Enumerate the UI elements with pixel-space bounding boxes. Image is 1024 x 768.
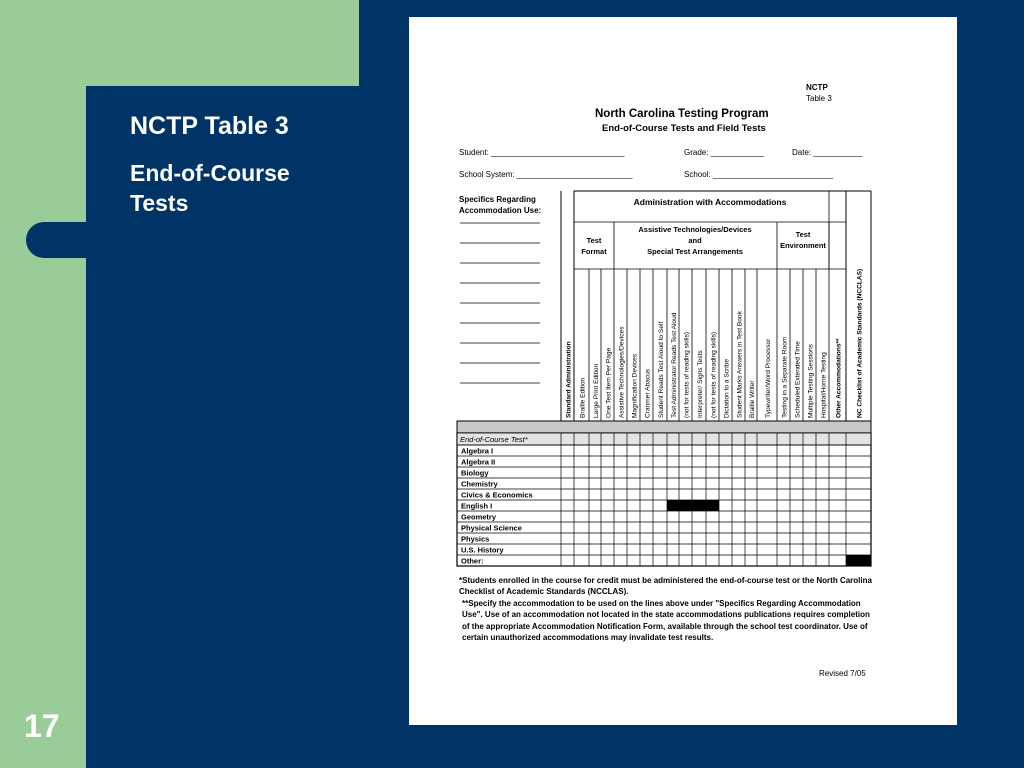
column-label: Dictation to a Scribe — [723, 358, 731, 418]
row-label: Geometry — [461, 512, 497, 522]
corner-curve — [86, 86, 126, 126]
row-label: U.S. History — [461, 545, 504, 555]
blocked-cell — [667, 500, 719, 511]
row-label: Physics — [461, 534, 490, 544]
row-label: Algebra I — [461, 446, 494, 456]
column-label: (not for tests of reading skills) — [683, 331, 691, 418]
slide-subtitle: End-of-Course Tests — [130, 160, 290, 216]
column-label: NC Checklist of Academic Standards (NCCLAS) — [856, 268, 864, 418]
blocked-cell — [846, 555, 871, 566]
assistive-header-2: and — [688, 236, 702, 245]
row-label: Algebra II — [461, 457, 496, 467]
row-label: English I — [461, 501, 493, 511]
revised-date: Revised 7/05 — [819, 669, 866, 678]
student-field: Student: ______________________________ — [459, 148, 625, 157]
assistive-header: Assistive Technologies/Devices — [638, 225, 752, 234]
form-subtitle: End-of-Course Tests and Field Tests — [602, 123, 766, 134]
column-label: One Test Item Per Page — [605, 347, 613, 418]
footnote-1: *Students enrolled in the course for credit must be administered the end-of-course test or the North Carolina Checklist of Academic Standards (NCCLAS). — [459, 576, 872, 597]
column-label: Large Print Edition — [593, 363, 600, 418]
test-format-header: Test — [586, 236, 602, 245]
specifics-label: Specifics Regarding — [459, 195, 536, 204]
admin-header-text: Administration with Accommodations — [633, 197, 787, 207]
column-label: Braille Writer — [749, 380, 756, 418]
assistive-header-3: Special Test Arrangements — [647, 247, 743, 256]
row-label: Chemistry — [461, 479, 498, 489]
specifics-label-2: Accommodation Use: — [459, 206, 542, 215]
row-label: Physical Science — [461, 523, 522, 533]
slide-title: NCTP Table 3 — [130, 112, 289, 140]
column-label: Hospital/Home Testing — [820, 352, 828, 418]
section-label: End-of-Course Test* — [460, 435, 528, 444]
column-label: Other Accommodations** — [835, 338, 843, 418]
column-label: Cranmer Abacus — [644, 368, 652, 418]
environment-header: Test — [795, 230, 811, 239]
column-label: Braille Edition — [579, 377, 587, 418]
date-field: Date: ___________ — [792, 148, 863, 157]
column-label: (not for tests of reading skills) — [710, 331, 718, 418]
row-label: Civics & Economics — [461, 490, 533, 500]
column-label: Test Administrator Reads Test Aloud — [671, 312, 678, 418]
column-label: Assistive Technologies/Devices — [618, 326, 626, 418]
column-label: Standard Administration — [565, 341, 573, 418]
grade-field: Grade: ____________ — [684, 148, 765, 157]
column-label: Student Reads Test Aloud to Self — [658, 321, 665, 418]
column-label: Scheduled Extended Time — [794, 341, 802, 418]
column-label: Testing in a Separate Room — [781, 336, 789, 418]
test-format-header-2: Format — [581, 247, 607, 256]
row-label: Biology — [461, 468, 489, 478]
green-sidebar — [0, 0, 86, 768]
column-label: Multiple Testing Sessions — [807, 344, 815, 418]
school-system-field: School System: __________________________ — [459, 170, 633, 179]
column-label: Typewriter/Word Processor — [765, 338, 772, 418]
school-field: School: ___________________________ — [684, 170, 834, 179]
form-title: North Carolina Testing Program — [595, 108, 769, 120]
column-label: Interpreter/ Signs Tests — [697, 350, 704, 418]
corner-label-nctp: NCTP — [806, 83, 828, 92]
corner-label-table: Table 3 — [806, 94, 832, 103]
footnote-2: **Specify the accommodation to be used on the lines above under "Specifics Regarding Accommodation Use". Use of an accommodation not located in the state accommodations publications requires completion of the appropriate Accommodation Notification Form, available through the school test coordinator. Use of certain unauthorized accommodations may invalidate test results. — [462, 598, 870, 643]
column-label: Magnification Devices — [631, 353, 639, 418]
row-label: Other: — [461, 556, 484, 566]
column-label: Student Marks Answers in Test Book — [736, 311, 744, 418]
environment-header-2: Environment — [780, 241, 826, 250]
gray-separator-bar — [457, 421, 871, 433]
table-body-border — [457, 433, 871, 566]
footnotes — [459, 575, 879, 643]
page-number: 17 — [24, 708, 60, 744]
sidebar-tab — [26, 222, 88, 258]
document-page — [409, 17, 957, 725]
